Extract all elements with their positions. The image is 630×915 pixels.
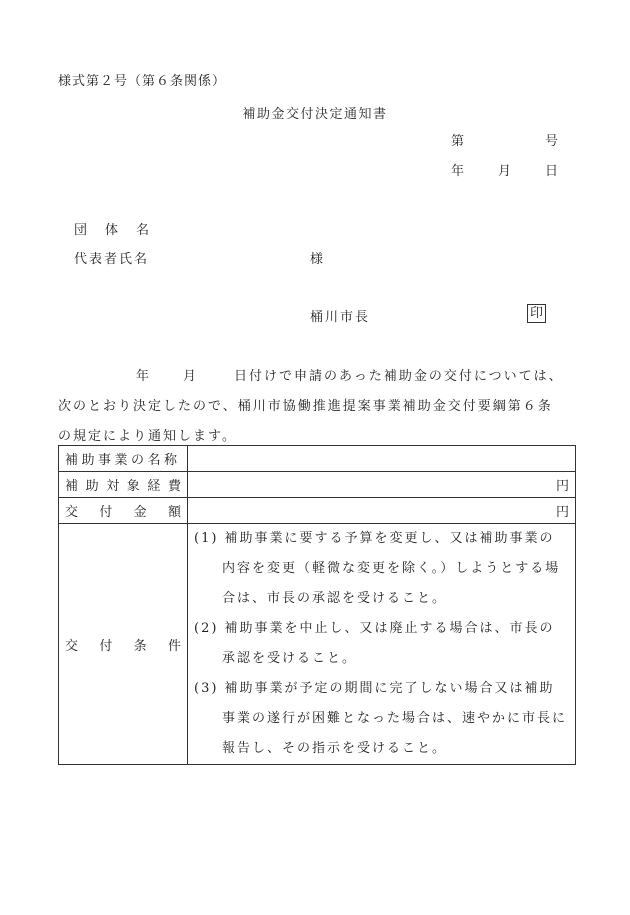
project-name-value <box>188 446 576 472</box>
row-label-grant-amount: 交 付 金 額 <box>59 498 188 524</box>
form-number: 様式第２号（第６条関係） <box>58 74 227 89</box>
issuer-title: 桶川市長 <box>310 310 371 325</box>
condition-item: (2) 補助事業を中止し、又は廃止する場合は、市長の承認を受けること。 <box>194 621 555 666</box>
date-month: 月 <box>498 164 512 179</box>
body-year: 年 <box>136 369 152 384</box>
body-line3: の規定により通知します。 <box>58 429 237 444</box>
document-title: 補助金交付決定通知書 <box>242 107 388 122</box>
row-label-conditions: 交 付 条 件 <box>59 524 188 765</box>
condition-item: (1) 補助事業に要する予算を変更し、又は補助事業の内容を変更（軽微な変更を除く。）しようとする場合は、市長の承認を受けること。 <box>194 531 561 606</box>
body-line1: 日付けで申請のあった補助金の交付については、 <box>234 369 564 384</box>
row-label-eligible-cost: 補 助 対 象 経 費 <box>59 472 188 498</box>
condition-item: (3) 補助事業が予定の期間に完了しない場合又は補助事業の遂行が困難となった場合は、速やかに市長に報告し、その指示を受けること。 <box>194 681 568 756</box>
number-prefix: 第 <box>451 134 465 149</box>
table-row <box>59 446 576 472</box>
org-label-char: 体 <box>105 223 119 238</box>
date-day: 日 <box>545 164 559 179</box>
row-label-project-name: 補助事業の名称 <box>59 446 188 472</box>
table-row <box>59 524 576 765</box>
org-label-char: 名 <box>136 223 150 238</box>
table-row <box>59 472 576 498</box>
honorific: 様 <box>310 252 324 267</box>
grant-amount-value: 円 <box>188 498 576 524</box>
org-name-label <box>74 219 167 238</box>
seal-mark: 印 <box>527 304 546 323</box>
body-paragraph <box>58 362 578 452</box>
body-month: 月 <box>183 369 199 384</box>
number-suffix: 号 <box>545 134 559 149</box>
org-label-char: 団 <box>74 223 88 238</box>
grant-table <box>58 445 576 765</box>
conditions-list <box>188 524 576 765</box>
date-year: 年 <box>451 164 465 179</box>
representative-label: 代表者氏名 <box>74 252 150 267</box>
body-line2: 次のとおり決定したので、桶川市協働推進提案事業補助金交付要綱第６条 <box>58 399 553 414</box>
table-row <box>59 498 576 524</box>
eligible-cost-value: 円 <box>188 472 576 498</box>
